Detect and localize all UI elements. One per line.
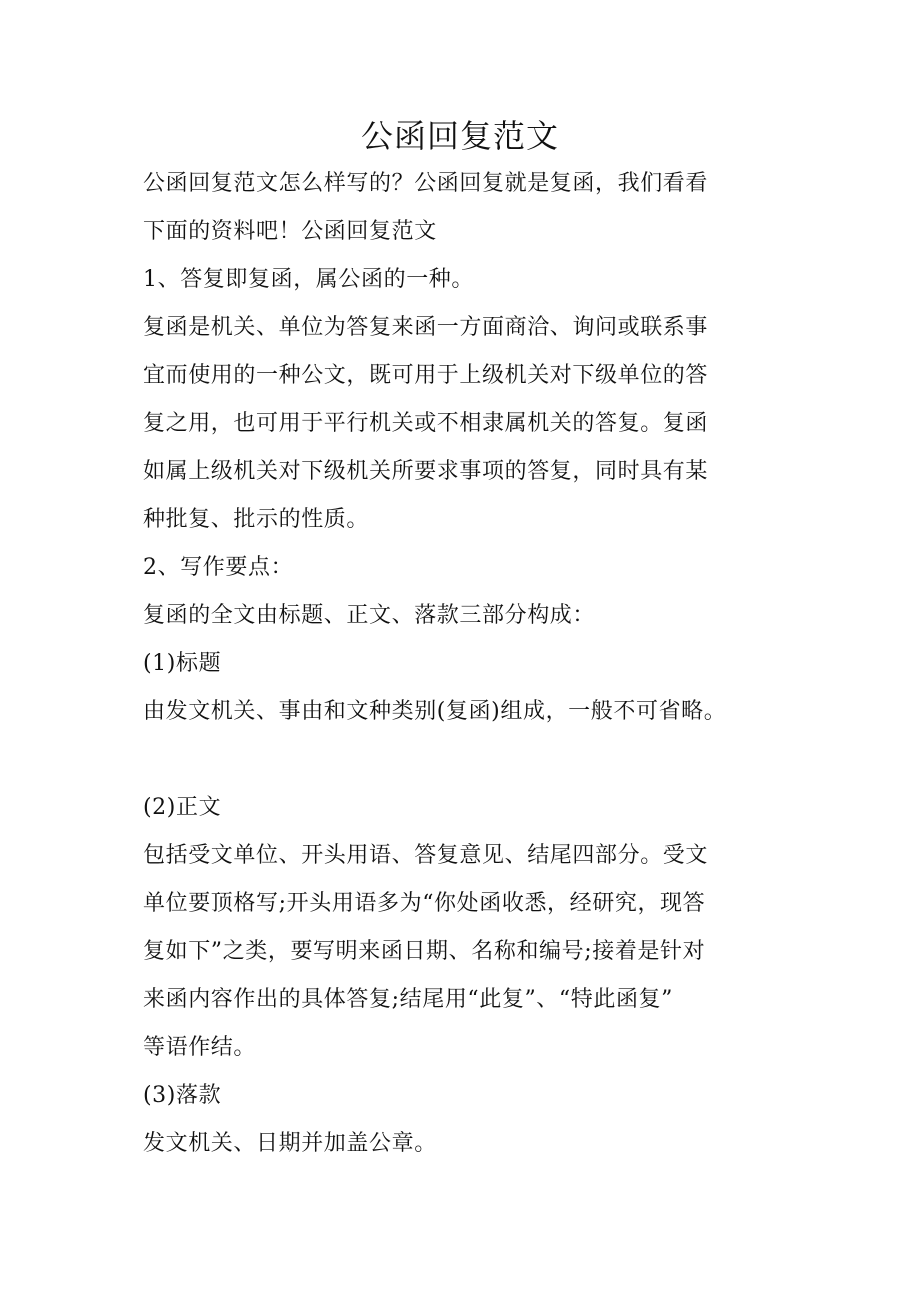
paragraph-line: 宜而使用的一种公文，既可用于上级机关对下级单位的答 [143, 363, 709, 388]
section-2-heading: 2、写作要点： [143, 555, 294, 580]
paragraph-line: 如属上级机关对下级机关所要求事项的答复，同时具有某 [143, 459, 709, 484]
intro-line-1: 公函回复范文怎么样写的？公函回复就是复函，我们看看 [143, 171, 709, 196]
blank-line [143, 736, 783, 784]
subsection-body-heading: (2)正文 [143, 795, 222, 820]
paragraph-line: 复之用，也可用于平行机关或不相隶属机关的答复。复函 [143, 411, 709, 436]
paragraph-line: 复函的全文由标题、正文、落款三部分构成： [143, 603, 596, 628]
paragraph-line: 发文机关、日期并加盖公章。 [143, 1131, 437, 1156]
document-body [143, 160, 783, 1168]
paragraph-line: 来函内容作出的具体答复;结尾用“此复”、“特此函复” [143, 987, 674, 1012]
paragraph-line: 复如下”之类，要写明来函日期、名称和编号;接着是针对 [143, 939, 706, 964]
paragraph-line: 包括受文单位、开头用语、答复意见、结尾四部分。受文 [143, 843, 709, 868]
subsection-title-heading: (1)标题 [143, 651, 222, 676]
paragraph-line: 复函是机关、单位为答复来函一方面商洽、询问或联系事 [143, 315, 709, 340]
paragraph-line: 由发文机关、事由和文种类别(复函)组成，一般不可省略。 [143, 699, 727, 724]
paragraph-line: 种批复、批示的性质。 [143, 507, 370, 532]
paragraph-line: 等语作结。 [143, 1035, 257, 1060]
paragraph-line: 单位要顶格写;开头用语多为“你处函收悉，经研究，现答 [143, 891, 706, 916]
document-title: 公函回复范文 [360, 117, 559, 155]
section-1-heading: 1、答复即复函，属公函的一种。 [143, 267, 474, 292]
intro-line-2: 下面的资料吧！公函回复范文 [143, 219, 437, 244]
subsection-signature-heading: (3)落款 [143, 1083, 222, 1108]
